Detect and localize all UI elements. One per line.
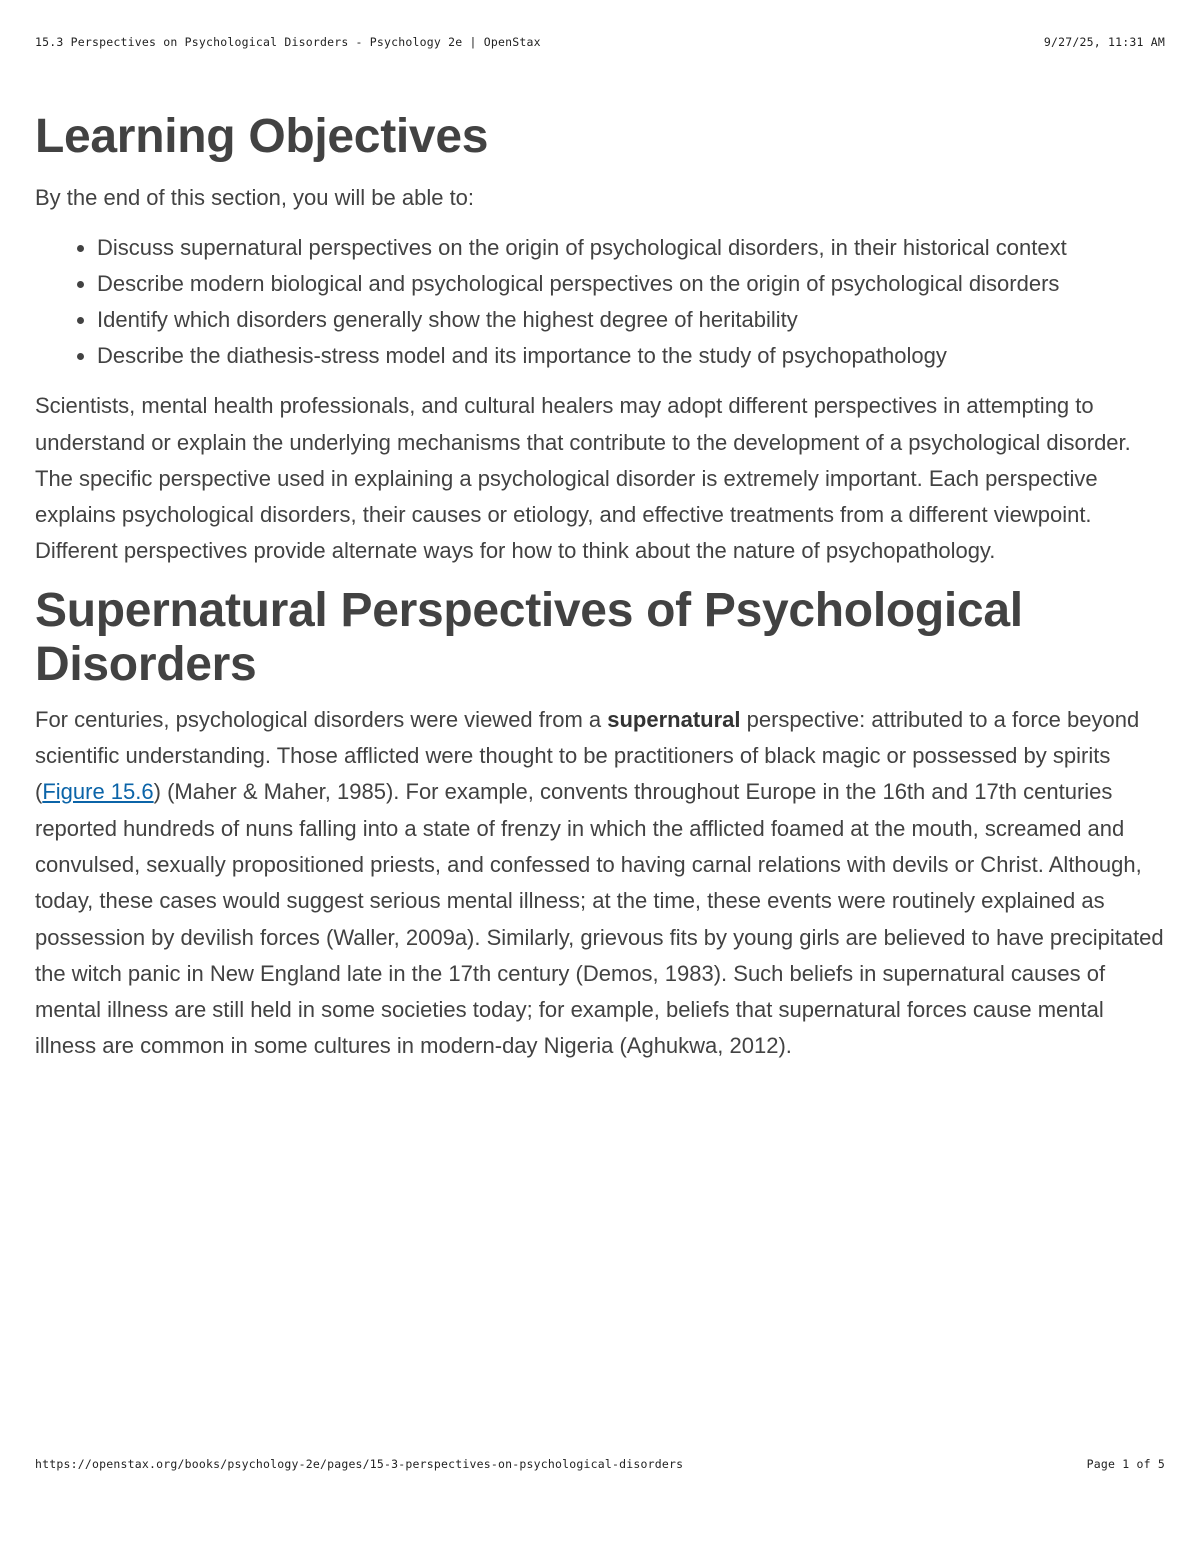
print-footer-url: https://openstax.org/books/psychology-2e/pages/15-3-perspectives-on-psychological-disorders (35, 1457, 684, 1471)
objective-item: • Identify which disorders generally show the highest degree of heritability (97, 302, 1165, 338)
learning-objectives-list (35, 230, 1165, 374)
paragraph-text-part1: For centuries, psychological disorders were viewed from a (35, 706, 608, 732)
intro-paragraph: Scientists, mental health professionals, and cultural healers may adopt different perspectives in attempting to understand or explain the underlying mechanisms that contribute to the development of a psychological disorder. The specific perspective used in explaining a psychological disorder is extremely important. Each perspective explains psychological disorders, their causes or etiology, and effective treatments from a different viewpoint. Different perspectives provide alternate ways for how to think about the nature of psychopathology. (35, 393, 1131, 564)
print-header-datetime: 9/27/25, 11:31 AM (1043, 35, 1165, 49)
key-term-supernatural: supernatural (607, 706, 741, 732)
objective-item: • Discuss supernatural perspectives on the origin of psychological disorders, in their historical context (97, 230, 1165, 266)
print-header-title: 15.3 Perspectives on Psychological Disorders - Psychology 2e | OpenStax (35, 35, 541, 49)
objective-item: • Describe modern biological and psychological perspectives on the origin of psychological disorders (97, 266, 1165, 302)
print-footer (35, 1457, 1165, 1471)
objective-item: • Describe the diathesis-stress model and its importance to the study of psychopathology (97, 338, 1165, 374)
supernatural-section-heading: Supernatural Perspectives of Psychological Disorders (35, 583, 1023, 691)
page-content (35, 108, 1165, 1065)
learning-objectives-heading: Learning Objectives (35, 110, 489, 163)
print-header (35, 35, 1165, 49)
print-footer-page-indicator: Page 1 of 5 (1086, 1457, 1165, 1471)
figure-15-6-link[interactable]: Figure 15.6 (42, 779, 154, 805)
paragraph-text-part2: perspective: attributed to a force beyond scientific understanding. Those afflicted were thought to be practitioners of black magic or possessed by spirits ( (35, 706, 1140, 805)
supernatural-paragraph (35, 702, 1165, 1065)
learning-objectives-intro: By the end of this section, you will be able to: (35, 185, 475, 210)
paragraph-text-part3: ) (Maher & Maher, 1985). For example, convents throughout Europe in the 16th and 17th centuries reported hundreds of nuns falling into a state of frenzy in which the afflicted foamed at the mouth, screamed and convulsed, sexually propositioned priests, and confessed to having carnal relations with devils or Christ. Although, today, these cases would suggest serious mental illness; at the time, these events were routinely explained as possession by devilish forces (Waller, 2009a). Similarly, grievous fits by young girls are believed to have precipitated the witch panic in New England late in the 17th century (Demos, 1983). Such beliefs in supernatural causes of mental illness are still held in some societies today; for example, beliefs that supernatural forces cause mental illness are common in some cultures in modern-day Nigeria (Aghukwa, 2012). (35, 779, 1164, 1059)
